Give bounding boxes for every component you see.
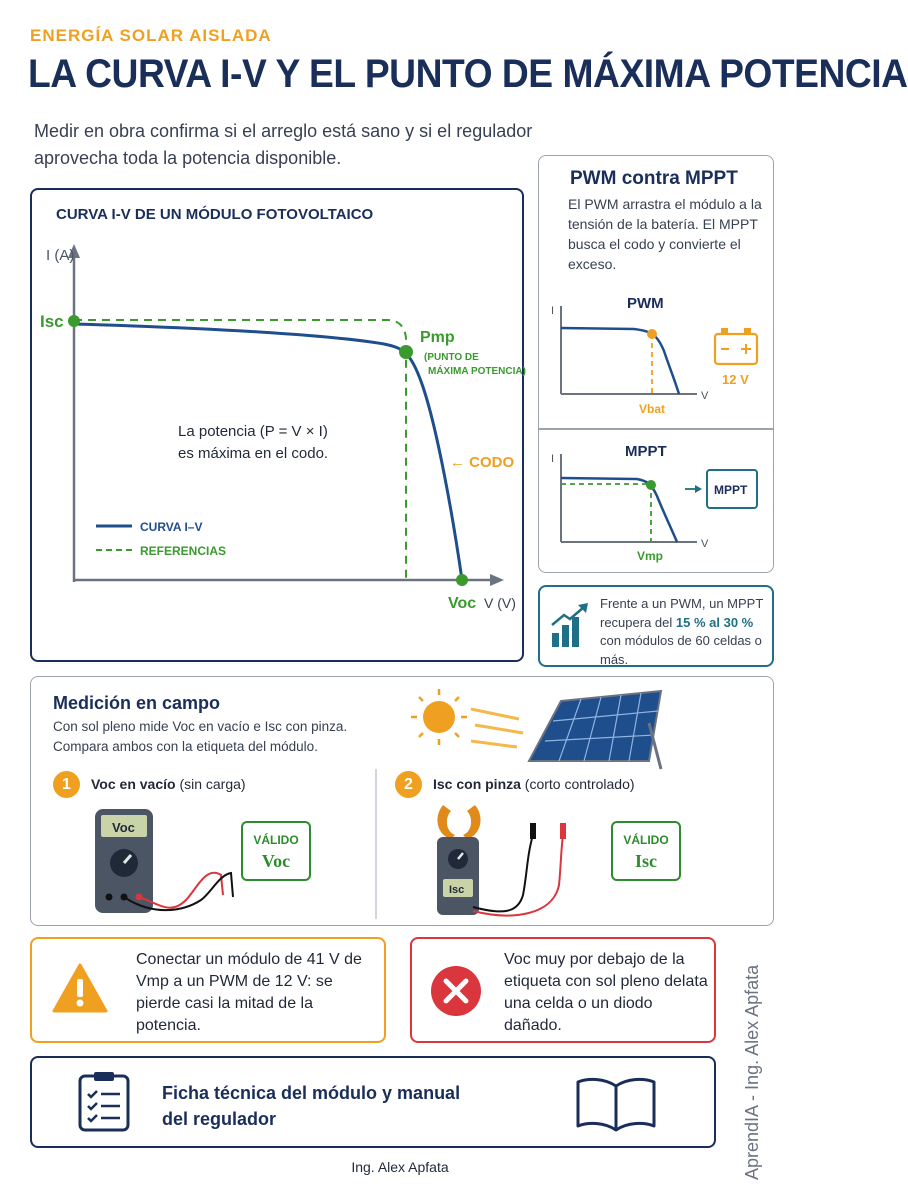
x-axis-arrow bbox=[490, 574, 504, 586]
mppt-gain-tip bbox=[538, 585, 774, 667]
power-note-2: es máxima en el codo. bbox=[178, 445, 329, 462]
legend-ref-label: REFERENCIAS bbox=[140, 544, 227, 558]
step-2-number: 2 bbox=[395, 771, 422, 798]
documentation-text: Ficha técnica del módulo y manual del regulador bbox=[162, 1083, 461, 1129]
pwm-point bbox=[647, 329, 657, 339]
pwm-curve bbox=[561, 328, 679, 394]
mppt-curve bbox=[561, 478, 677, 542]
solar-panel-icon bbox=[529, 691, 661, 769]
growth-chart-icon bbox=[548, 601, 594, 651]
iv-chart-svg bbox=[32, 190, 526, 664]
meter1-display: Voc bbox=[112, 820, 135, 835]
warning-icon bbox=[52, 963, 108, 1015]
multimeter-icon bbox=[91, 805, 251, 920]
field-measurement-panel bbox=[30, 676, 774, 926]
battery-label: 12 V bbox=[722, 372, 749, 387]
pwm-label: PWM bbox=[627, 295, 664, 312]
pwm-loss-warning bbox=[30, 937, 386, 1043]
pwm-axis-i: I bbox=[551, 305, 555, 317]
mppt-point bbox=[646, 480, 656, 490]
pmp-note-2: MÁXIMA POTENCIA) bbox=[428, 366, 526, 377]
warning-text: Conectar un módulo de 41 V de Vmp a un PWM de 12 V: se pierde casi la mitad de la potencia. bbox=[136, 951, 362, 1034]
iv-curve-panel bbox=[30, 188, 524, 662]
step-2-label: Isc con pinza (corto controlado) bbox=[433, 776, 635, 792]
pwm-mppt-panel bbox=[538, 155, 774, 573]
pwm-mppt-text: El PWM arrastra el módulo a la tensión de la batería. El MPPT busca el codo y convierte el exceso. bbox=[568, 196, 762, 272]
pmp-note-1: (PUNTO DE bbox=[424, 352, 479, 363]
sun-icon bbox=[411, 689, 467, 745]
footer-author: Ing. Alex Apfata bbox=[351, 1159, 449, 1175]
voc-point bbox=[456, 574, 468, 586]
pmp-label: Pmp bbox=[420, 329, 455, 346]
mppt-axis-i: I bbox=[551, 453, 555, 465]
y-axis-label: I (A) bbox=[46, 247, 75, 264]
error-icon bbox=[430, 965, 482, 1017]
pwm-mppt-svg bbox=[539, 156, 775, 574]
mppt-label: MPPT bbox=[625, 443, 667, 460]
clamp-meter-icon bbox=[423, 795, 573, 925]
error-text: Voc muy por debajo de la etiqueta con sol pleno delata una celda o un diodo dañado. bbox=[504, 951, 708, 1034]
vmp-label: Vmp bbox=[637, 549, 664, 563]
voc-fault-alert bbox=[410, 937, 716, 1043]
sun-rays-icon bbox=[471, 709, 523, 747]
pmp-point bbox=[399, 345, 413, 359]
documentation-panel bbox=[30, 1056, 716, 1148]
vbat-label: Vbat bbox=[639, 402, 666, 416]
step-1-label: Voc en vacío (sin carga) bbox=[91, 776, 246, 792]
iv-chart-title: CURVA I-V DE UN MÓDULO FOTOVOLTAICO bbox=[56, 206, 374, 223]
voc-label: Voc bbox=[448, 595, 477, 612]
battery-icon bbox=[715, 328, 757, 364]
pwm-axis-v: V bbox=[701, 390, 709, 402]
mppt-box-label: MPPT bbox=[714, 483, 748, 497]
steps-divider bbox=[375, 769, 377, 919]
open-book-icon bbox=[574, 1074, 658, 1134]
field-text: Con sol pleno mide Voc en vacío e Isc con pinza. Compara ambos con la etiqueta del módulo. bbox=[53, 719, 348, 754]
power-note-1: La potencia (P = V × I) bbox=[178, 423, 328, 440]
x-axis-label: V (V) bbox=[484, 595, 516, 611]
meter2-display: Isc bbox=[449, 884, 465, 896]
pwm-mppt-divider bbox=[539, 428, 773, 430]
kicker: ENERGÍA SOLAR AISLADA bbox=[30, 26, 272, 45]
mppt-arrow-head bbox=[695, 485, 702, 493]
legend-curve-label: CURVA I–V bbox=[140, 520, 203, 534]
isc-label: Isc bbox=[40, 312, 64, 331]
tip-text: Frente a un PWM, un MPPT recupera del 15 % al 30 % con módulos de 60 celdas o más. bbox=[600, 596, 764, 667]
isc-point bbox=[68, 315, 80, 327]
pwm-mppt-title: PWM contra MPPT bbox=[570, 168, 738, 189]
sun-and-panel-illustration bbox=[371, 683, 771, 773]
mppt-vmp-lines bbox=[561, 484, 651, 542]
vertical-credit: AprendIA - Ing. Alex Apfata bbox=[742, 964, 762, 1180]
field-title: Medición en campo bbox=[53, 693, 221, 713]
valid-isc-box: VÁLIDO Isc bbox=[611, 821, 681, 881]
codo-label: ← CODO bbox=[450, 454, 515, 471]
valid-voc-box: VÁLIDO Voc bbox=[241, 821, 311, 881]
mppt-axis-v: V bbox=[701, 538, 709, 550]
intro-text: Medir en obra confirma si el arreglo está sano y si el regulador aprovecha toda la potencia disponible. bbox=[34, 121, 533, 168]
checklist-icon bbox=[76, 1070, 132, 1134]
page-title: LA CURVA I-V Y EL PUNTO DE MÁXIMA POTENCIA bbox=[28, 52, 908, 96]
step-1-number: 1 bbox=[53, 771, 80, 798]
